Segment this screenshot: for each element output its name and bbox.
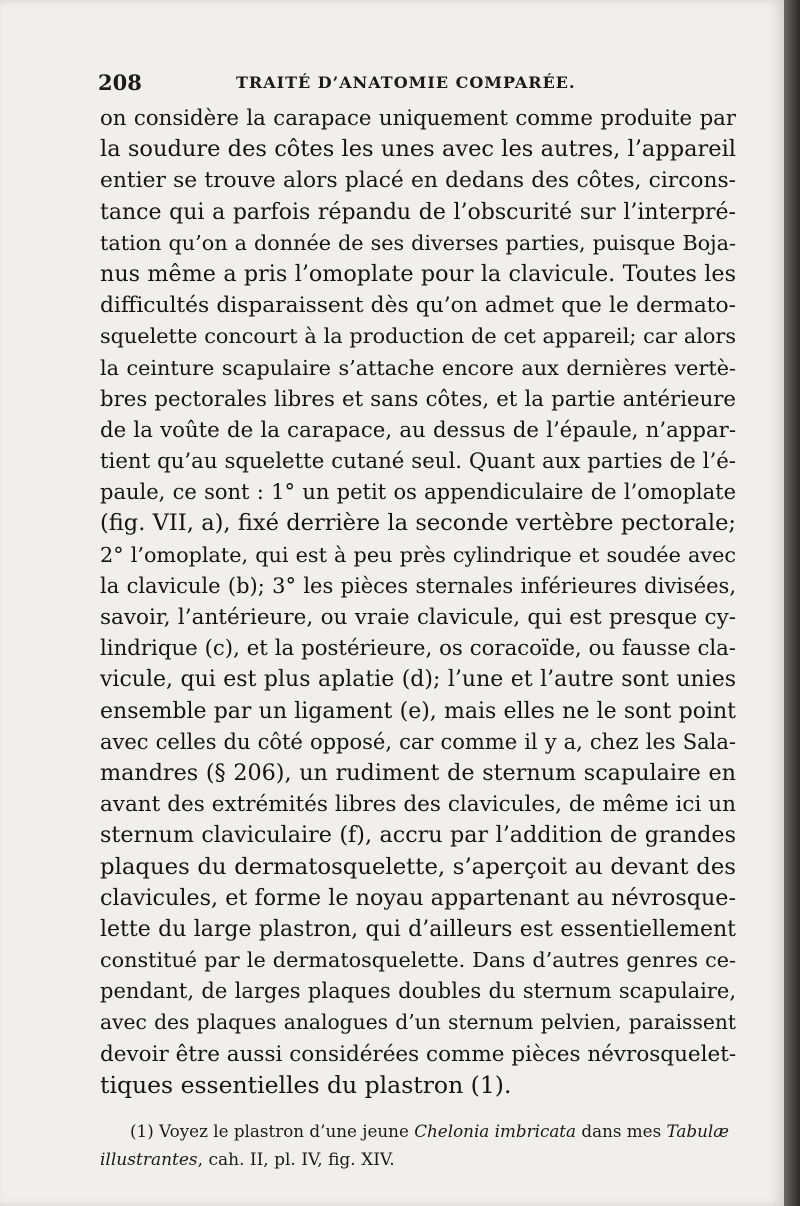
footnote-work-title: illustrantes [100,1150,198,1170]
text-line: (fig. VII, a), fixé derrière la seconde vertèbre pectorale; [100,510,736,537]
text-line: la clavicule (b); 3° les pièces sternales inférieures divisées, [100,573,736,598]
text-line: pendant, de larges plaques doubles du sternum scapulaire, [100,979,736,1004]
text-line: la soudure des côtes les unes avec les autres, l’appareil [100,136,736,163]
text-line: tation qu’on a donnée de ses diverses parties, puisque Boja- [100,230,736,255]
text-line: lette du large plastron, qui d’ailleurs est essentiellement [100,916,736,942]
footnote-marker: (1) [130,1121,154,1141]
text-line: de la voûte de la carapace, au dessus de l’épaule, n’appar- [100,417,736,443]
text-line: vicule, qui est plus aplatie (d); l’une et l’autre sont unies [100,667,736,693]
footnote-line [100,1146,736,1175]
footnote-text: Voyez le plastron d’une jeune [153,1121,415,1141]
text-line: avec des plaques analogues d’un sternum pelvien, paraissent [100,1010,736,1035]
text-line: nus même a pris l’omoplate pour la clavicule. Toutes les [100,260,736,287]
text-line: entier se trouve alors placé en dedans des côtes, circons- [100,168,736,194]
text-line: mandres (§ 206), un rudiment de sternum scapulaire en [100,759,736,786]
text-line: ensemble par un ligament (e), mais elles ne le sont point [100,698,736,724]
text-line: sternum claviculaire (f), accru par l’addition de grandes [100,822,736,849]
text-line: constitué par le dermatosquelette. Dans d’autres genres ce- [100,948,736,973]
text-line: on considère la carapace uniquement comme produite par [100,106,736,131]
text-line: tiques essentielles du plastron (1). [100,1070,512,1099]
text-line: avec celles du côté opposé, car comme il y a, chez les Sala- [100,729,736,754]
text-line: savoir, l’antérieure, ou vraie clavicule, qui est presque cy- [100,605,736,630]
text-line: plaques du dermatosquelette, s’aperçoit au devant des [100,853,736,880]
page-number: 208 [98,70,142,95]
footnote-work-title: Tabulæ [666,1121,729,1141]
text-line: bres pectorales libres et sans côtes, et la partie antérieure [100,386,736,412]
text-line: paule, ce sont : 1° un petit os appendiculaire de l’omoplate [100,480,736,505]
text-line: avant des extrémités libres des clavicules, de même ici un [100,792,736,818]
page-gutter [784,0,800,1206]
page-header [98,70,668,100]
running-title: TRAITÉ D’ANATOMIE COMPARÉE. [236,73,576,92]
text-line: 2° l’omoplate, qui est à peu près cylindrique et soudée avec [100,542,736,567]
text-line: squelette concourt à la production de cet appareil; car alors [100,324,736,349]
text-line: difficultés disparaissent dès qu’on admet que le dermato- [100,293,736,319]
text-line: lindrique (c), et la postérieure, os coracoïde, ou fausse cla- [100,636,736,662]
text-line: tient qu’au squelette cutané seul. Quant aux parties de l’é- [100,449,736,475]
text-line: clavicules, et forme le noyau appartenant au névrosque- [100,884,736,911]
footnote-text: , cah. II, pl. IV, fig. XIV. [197,1150,395,1170]
footnote-line [100,1117,736,1146]
footnote-text: dans mes [576,1121,667,1141]
body-text [100,103,736,1101]
text-line: tance qui a parfois répandu de l’obscurité sur l’interpré- [100,199,736,225]
footnote-species: Chelonia imbricata [414,1121,577,1141]
text-line: devoir être aussi considérées comme pièces névrosquelet- [100,1041,737,1067]
text-line: la ceinture scapulaire s’attache encore aux dernières vertè- [100,355,736,380]
footnote [100,1117,736,1175]
